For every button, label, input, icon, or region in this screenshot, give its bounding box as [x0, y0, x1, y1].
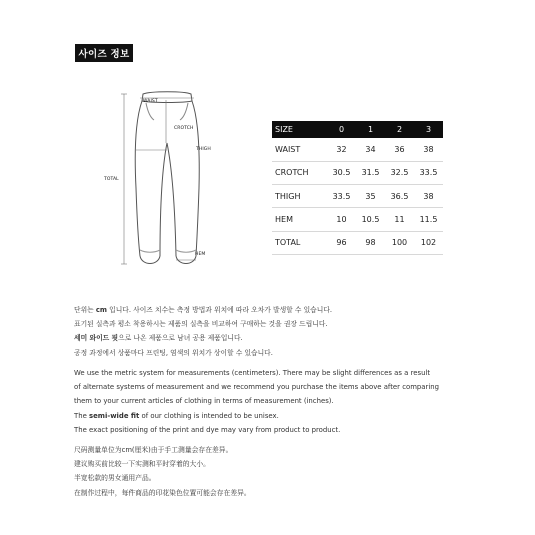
cell: 38 — [414, 138, 443, 161]
text: 입니다. 사이즈 치수는 측정 방법과 위치에 따라 오차가 발생할 수 있습니다. — [106, 306, 333, 314]
cell: 38 — [414, 185, 443, 208]
cell: 96 — [327, 231, 356, 254]
text: of our clothing is intended to be unisex. — [139, 411, 279, 420]
fit-emphasis: semi-wide fit — [89, 411, 140, 420]
english-line-2: of alternate systems of measurement and we recommend you purchase the items above after comparing — [74, 383, 440, 392]
text: 으로 나온 제품으로 남녀 공용 제품입니다. — [118, 334, 243, 343]
cell: 33.5 — [327, 185, 356, 208]
korean-line-4: 공정 과정에서 상품마다 프린팅, 염색의 위치가 상이할 수 있습니다. — [74, 348, 273, 357]
chinese-line-3: 半宽松款的男女通用产品。 — [74, 474, 156, 483]
size-1-header: 1 — [356, 121, 385, 138]
cell: 31.5 — [356, 161, 385, 184]
english-line-3: them to your current articles of clothing in terms of measurement (inches). — [74, 397, 334, 406]
table-row — [272, 161, 443, 184]
unit-emphasis: cm — [95, 306, 107, 314]
cell: 11 — [385, 208, 414, 231]
chinese-line-2: 建议购买前比较一下实测和平时穿着的大小。 — [74, 460, 210, 469]
chinese-notes — [74, 443, 251, 500]
cell: 98 — [356, 231, 385, 254]
size-info-badge: 사이즈 정보 — [75, 44, 133, 62]
row-label: TOTAL — [272, 231, 327, 254]
thigh-label: THIGH — [196, 147, 211, 152]
english-notes — [74, 366, 439, 437]
korean-line-2: 표기된 실측과 평소 착용하시는 제품의 실측을 비교하여 구매하는 것을 권장 드립니다. — [74, 320, 328, 329]
cell: 10 — [327, 208, 356, 231]
table-row — [272, 138, 443, 161]
cell: 30.5 — [327, 161, 356, 184]
cell: 32 — [327, 138, 356, 161]
cell: 32.5 — [385, 161, 414, 184]
size-table — [272, 121, 443, 255]
size-header: SIZE — [272, 121, 327, 138]
text: 단위는 — [74, 306, 96, 314]
cell: 36 — [385, 138, 414, 161]
korean-line-1 — [74, 303, 332, 317]
table-row — [272, 208, 443, 231]
cell: 100 — [385, 231, 414, 254]
size-3-header: 3 — [414, 121, 443, 138]
english-line-5: The exact positioning of the print and dye may vary from product to product. — [74, 425, 341, 434]
fit-emphasis: 세미 와이드 핏 — [74, 334, 119, 343]
pants-illustration — [96, 88, 236, 278]
cell: 33.5 — [414, 161, 443, 184]
english-line-4 — [74, 409, 439, 423]
text: The — [74, 411, 90, 420]
english-line-1: We use the metric system for measurements (centimeters). There may be slight differences as a result — [74, 369, 431, 377]
table-row — [272, 185, 443, 208]
size-2-header: 2 — [385, 121, 414, 138]
row-label: WAIST — [272, 138, 327, 161]
cell: 11.5 — [414, 208, 443, 231]
cell: 10.5 — [356, 208, 385, 231]
total-label: TOTAL — [104, 177, 119, 182]
korean-line-3 — [74, 331, 332, 345]
table-row — [272, 231, 443, 254]
hem-label: HEM — [195, 252, 206, 257]
row-label: HEM — [272, 208, 327, 231]
table-header-row — [272, 121, 443, 138]
waist-label: WAIST — [143, 99, 158, 104]
crotch-label: CROTCH — [174, 126, 194, 131]
cell: 102 — [414, 231, 443, 254]
cell: 34 — [356, 138, 385, 161]
size-0-header: 0 — [327, 121, 356, 138]
pants-measurement-diagram — [96, 88, 236, 278]
chinese-line-1: 尺码测量单位为cm(厘米)由于手工测量会存在差异。 — [74, 446, 233, 454]
chinese-line-4: 在制作过程中，每件商品的印花染色位置可能会存在差异。 — [74, 488, 251, 497]
korean-notes — [74, 303, 332, 360]
row-label: THIGH — [272, 185, 327, 208]
row-label: CROTCH — [272, 161, 327, 184]
cell: 36.5 — [385, 185, 414, 208]
cell: 35 — [356, 185, 385, 208]
